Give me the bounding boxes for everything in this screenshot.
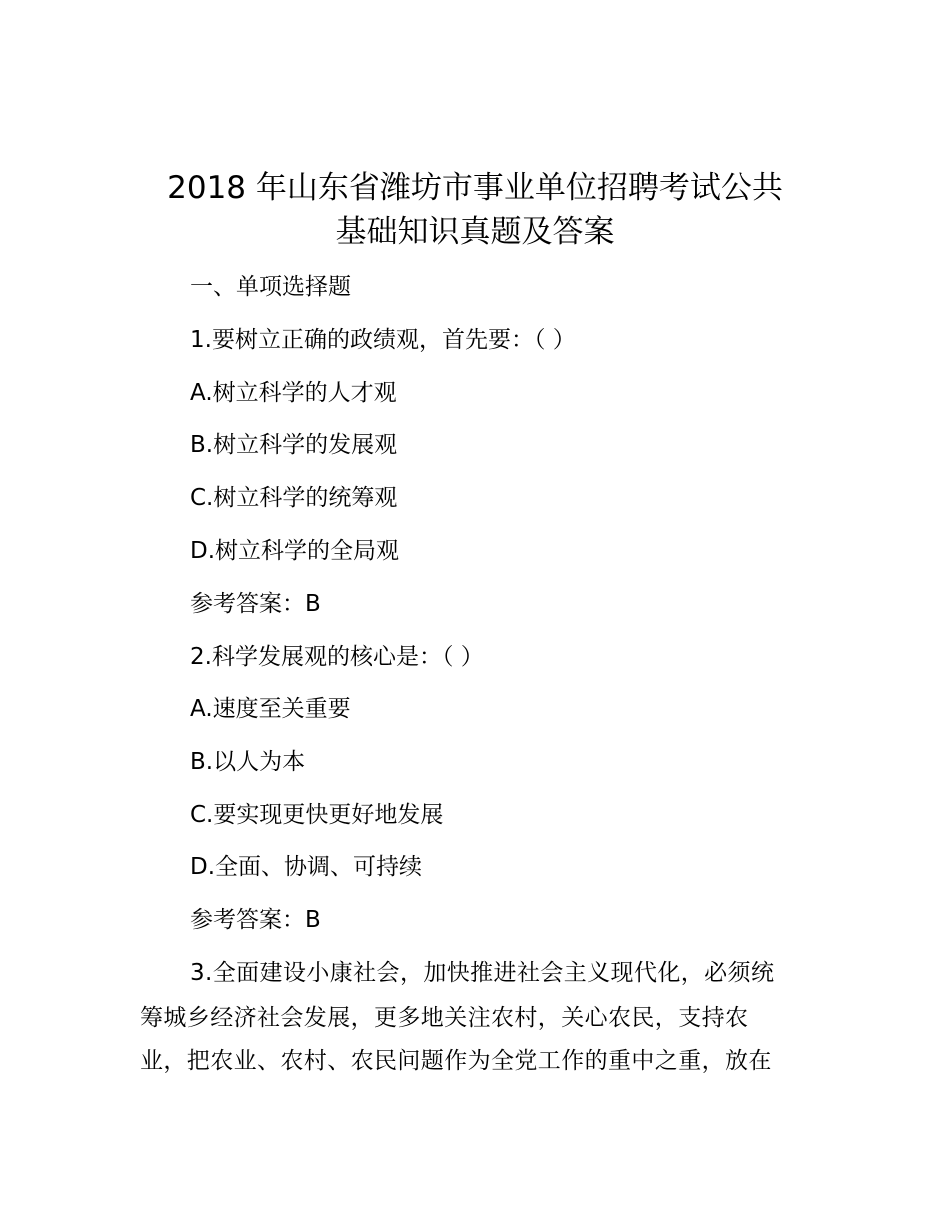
question-1-option-c: C.树立科学的统筹观 <box>190 485 398 511</box>
section-heading: 一、单项选择题 <box>190 274 351 300</box>
question-1-option-b: B.树立科学的发展观 <box>190 432 398 458</box>
question-1-option-d: D.树立科学的全局观 <box>190 538 400 564</box>
question-2-stem: 2.科学发展观的核心是：（ ） <box>190 644 484 670</box>
question-1-stem: 1.要树立正确的政绩观，首先要：（ ） <box>190 327 576 353</box>
question-2-option-a: A.速度至关重要 <box>190 696 351 722</box>
question-2-option-c: C.要实现更快更好地发展 <box>190 802 444 828</box>
question-3-line-3: 业，把农业、农村、农民问题作为全党工作的重中之重，放在 <box>140 1048 772 1074</box>
question-2-option-b: B.以人为本 <box>190 749 306 775</box>
question-2-answer: 参考答案：B <box>190 907 321 933</box>
question-1-answer: 参考答案：B <box>190 591 321 617</box>
document-title-line-1: 2018 年山东省潍坊市事业单位招聘考试公共 <box>167 170 783 206</box>
question-3-line-2: 筹城乡经济社会发展，更多地关注农村，关心农民，支持农 <box>140 1005 749 1031</box>
question-1-option-a: A.树立科学的人才观 <box>190 380 397 406</box>
question-2-option-d: D.全面、协调、可持续 <box>190 854 423 880</box>
question-3-line-1: 3.全面建设小康社会，加快推进社会主义现代化，必须统 <box>190 960 775 986</box>
document-title-line-2: 基础知识真题及答案 <box>335 214 615 250</box>
